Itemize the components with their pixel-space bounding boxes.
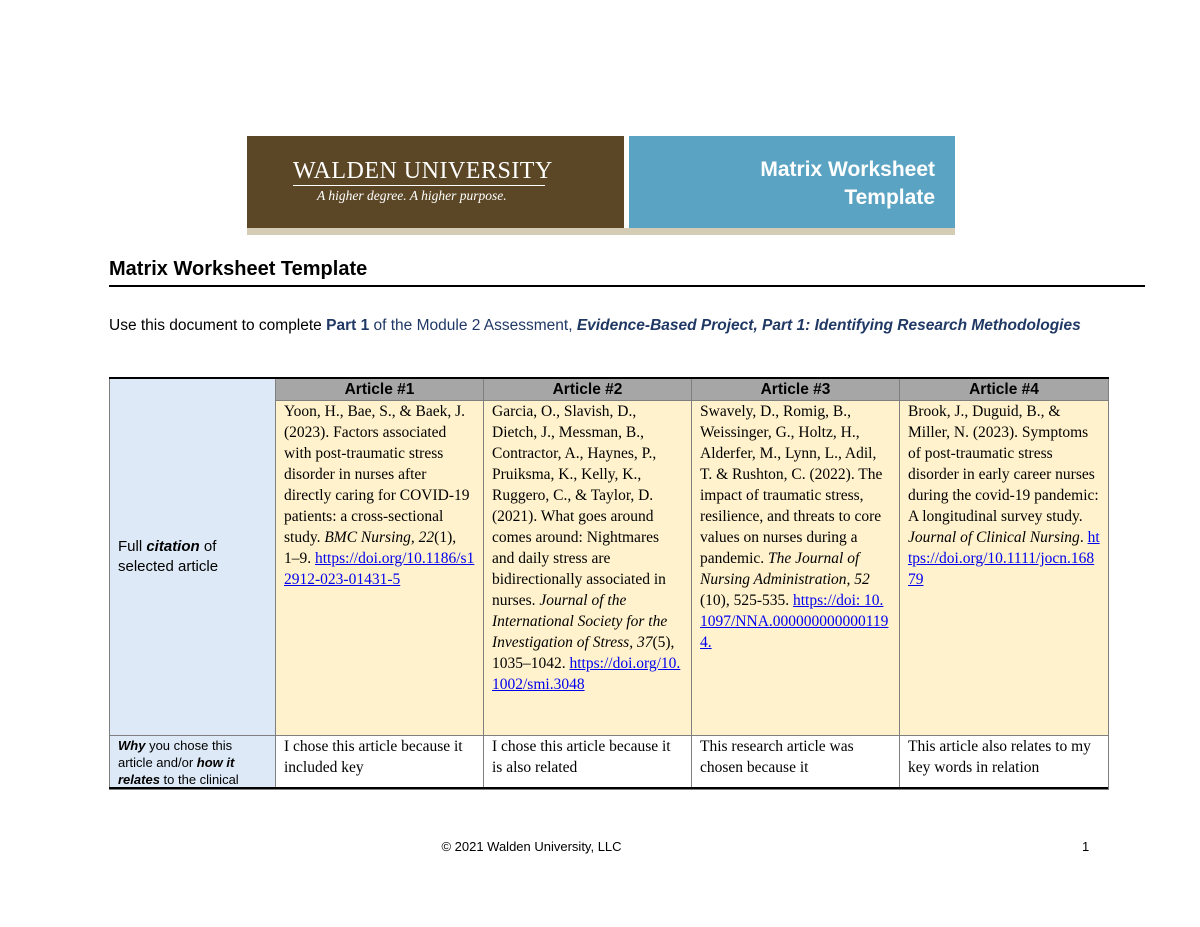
banner-accent-strip: [247, 228, 955, 235]
intro-prefix: Use this document to complete: [109, 317, 327, 334]
citation-cell-article-2: [484, 401, 692, 736]
citation-text: Garcia, O., Slavish, D., Dietch, J., Messman, B., Contractor, A., Haynes, P., Pruiksma, K., Kelly, K., Ruggero, C., & Taylor, D. (2021). What goes around comes around: Nightmares and daily stress are bidirectionally associated in nurses.: [492, 403, 666, 609]
citation-label-post: of selected article: [118, 538, 219, 575]
citation-cell-article-4: [900, 401, 1109, 736]
page-title: Matrix Worksheet Template: [109, 258, 368, 280]
citation-journal: Journal of Clinical Nursing: [908, 529, 1080, 546]
banner-title-panel: [629, 136, 955, 228]
column-header-article-4: Article #4: [900, 378, 1109, 401]
title-divider: [109, 285, 1145, 287]
why-cell-article-1: [276, 736, 484, 790]
header-row: [110, 378, 1109, 401]
citation-link[interactable]: https://doi: 10.1097/NNA.0000000000001194.: [700, 592, 889, 651]
citation-tail: (1), 1–9.: [284, 529, 457, 567]
why-row-header: [110, 736, 276, 790]
why-cell-article-2: [484, 736, 692, 790]
column-header-article-2: Article #2: [484, 378, 692, 401]
intro-part: Part 1: [326, 317, 370, 334]
logo-divider: [293, 185, 545, 186]
column-header-article-1: Article #1: [276, 378, 484, 401]
why-text: I chose this article because it included key: [284, 738, 463, 776]
citation-label-pre: Full: [118, 538, 147, 555]
citation-link[interactable]: https://doi.org/10.1111/jocn.16879: [908, 529, 1100, 588]
why-row: [110, 736, 1109, 790]
citation-link[interactable]: https://doi.org/10.1002/smi.3048: [492, 655, 681, 693]
column-header-article-3: Article #3: [692, 378, 900, 401]
citation-journal: The Journal of Nursing Administration, 52: [700, 550, 870, 588]
citation-tail: .: [1079, 529, 1088, 546]
why-text: This article also relates to my key words in relation: [908, 738, 1091, 776]
page-number: 1: [1082, 839, 1090, 854]
university-logo-name: WALDEN UNIVERSITY: [293, 158, 553, 184]
why-text: I chose this article because it is also related: [492, 738, 671, 776]
why-cell-article-3: [692, 736, 900, 790]
citation-text: Swavely, D., Romig, B., Weissinger, G., Holtz, H., Alderfer, M., Lynn, L., Adil, T. & Rushton, C. (2022). The impact of traumatic stress, resilience, and threats to core values on nurses during a pandemic.: [700, 403, 883, 567]
university-tagline: A higher degree. A higher purpose.: [317, 188, 507, 203]
citation-journal: BMC Nursing, 22: [324, 529, 435, 546]
why-label-bold-1: Why: [118, 738, 146, 753]
citation-row-header: [110, 378, 276, 736]
why-text: This research article was chosen because it: [700, 738, 854, 776]
citation-text: Yoon, H., Bae, S., & Baek, J. (2023). Factors associated with post-traumatic stress disorder in nurses after directly caring for COVID-19 patients: a cross-sectional study.: [284, 403, 470, 546]
banner-title-line-1: Matrix Worksheet: [760, 158, 935, 181]
instructions: [109, 316, 1145, 336]
citation-tail: (10), 525-535.: [700, 592, 793, 609]
intro-project-title: Evidence-Based Project, Part 1: Identifying Research Methodologies: [576, 317, 1081, 334]
citation-cell-article-1: [276, 401, 484, 736]
banner-title: [675, 156, 935, 212]
citation-tail: (5), 1035–1042.: [492, 634, 675, 672]
citation-cell-article-3: [692, 401, 900, 736]
citation-link[interactable]: https://doi.org/10.1186/s12912-023-01431-5: [284, 550, 475, 588]
table-bottom-rule: [109, 787, 1108, 789]
banner-title-line-2: Template: [844, 186, 935, 209]
matrix-table: [109, 377, 1109, 790]
why-row-label: [110, 736, 275, 789]
citation-row-label: [118, 537, 267, 577]
why-label-post: to the clinical: [159, 772, 239, 787]
why-cell-article-4: [900, 736, 1109, 790]
intro-middle: of the Module 2 Assessment,: [369, 317, 577, 334]
why-label-mid: you chose this article and/or: [118, 738, 233, 770]
university-logo-panel: [247, 136, 627, 228]
footer-copyright: © 2021 Walden University, LLC: [441, 839, 622, 854]
citation-label-bold: citation: [146, 538, 200, 555]
citation-journal: Journal of the International Society for the Investigation of Stress, 37: [492, 592, 668, 651]
citation-text: Brook, J., Duguid, B., & Miller, N. (2023). Symptoms of post-traumatic stress disorder in early career nurses during the covid-19 pandemic: A longitudinal survey study.: [908, 403, 1099, 525]
header-banner: [247, 136, 955, 235]
why-label-bold-2: how it relates: [118, 755, 235, 787]
